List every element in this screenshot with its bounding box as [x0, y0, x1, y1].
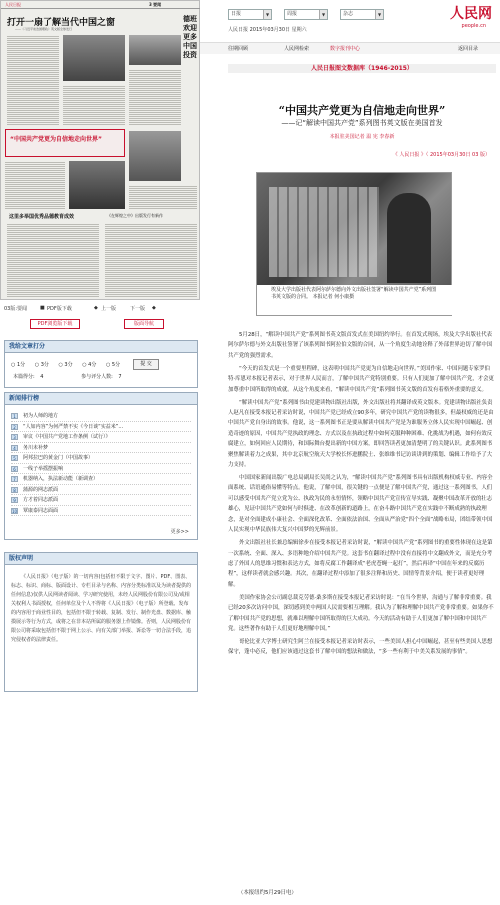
rating-option-3[interactable]: ○ 3分 [58, 362, 73, 368]
paper-highlighted-article[interactable] [5, 129, 125, 157]
paper-text-column [5, 161, 65, 209]
issue-date: 人民日报 2015年03月30日 星期六 [228, 27, 307, 33]
list-item[interactable]: 6 一线子举摇摆振响 [11, 464, 191, 475]
copyright-title: 版权声明 [5, 553, 197, 565]
paper-text-column [129, 185, 197, 209]
news-ranking-box [4, 392, 198, 540]
paper-text-column [129, 69, 181, 125]
list-item[interactable]: 2 “人如内容”为何严禁不实《今日谈“实益米”... [11, 422, 191, 433]
person-graphic [387, 193, 431, 283]
logo-url: people.cn [461, 23, 486, 29]
select-weekly[interactable]: 周报 ▼ [284, 9, 328, 20]
count-value: 7 [118, 374, 122, 380]
article-paragraph: 哥伦比亚大学博士研究生阿兰在接受本报记者采访时表示，一些美国人担心中国崛起，甚至有些美国人思想保守，蓬中必反，他们应该通过这套书了解中国的想法和做法，“多一些有利于中美关系发展的事情”。 [228, 638, 493, 656]
list-item[interactable]: 3 审议《中国共产党地工作条例（试行）》 [11, 432, 191, 443]
chevron-down-icon: ▼ [319, 10, 327, 19]
paper-photo [129, 131, 181, 181]
copyright-text: 《人民日报》（电子版）的一切内容(包括但不限于文字、图片、PDF、图表、标志、标识、商标、版面设计、专栏目录与名称、内容分类标准以及为读者提供的任何信息)仅供人民网读者阅读、学习研究使用，未经人民网股份有限公司及/或相关权利人书面授权，任何单位及个人不得将《人民日报》（电子版）所登载、发布的内容用于商业性目的，包括但不限于转载、复制、发行、制作光盘、数据库、触摸展示等行为方式，或将之在非本站所属的服务器上作镜像。否则，人民网股份有限公司将采取包括但不限于网上公示、向有关部门举报、诉讼等一切合法手段，追究侵权者的法律责任。 [11, 574, 192, 643]
pdf-view-button[interactable]: PDF浏览版下载 [30, 319, 80, 329]
paper-nav-button[interactable]: 版面导航 [124, 319, 164, 329]
pdf-icon: ■ [40, 305, 45, 311]
list-item[interactable]: 1 初为人师的地方 [11, 411, 191, 422]
nav-back-to-index[interactable]: 返回目录 [458, 46, 479, 52]
article-paragraph: 美国作家协会公司副总裁克劳德·桑多斯在接受本报记者采访时说：“在当今世界，沟通与了解非常重要。我已经20多次访问中国，深切感到美中两国人民需要相互理解。我认为了解和理解中国共产党非常重要。如果你不了解中国共产党的思想，就难以理解中国所取得的巨大成功。今天的活动有助于人们更加了解中国和中国共产党。这些著作有助于人们更好地理解中国。” [228, 594, 494, 632]
photo-caption: 埃及大学出版社代表阿尔萨尔德向外文出版社签署“解读中国共产党”系列图书英文版的合同。 本报记者 何小康摄 [257, 285, 453, 315]
paper-photo [69, 161, 125, 209]
top-nav [200, 42, 500, 54]
article-endnote: （本报纽约5月29日电） [238, 890, 297, 896]
article-paragraph: 5月28日，“解读中国共产党”系列图书英文版首发式在美国纽约举行。在首发式现场，埃及大学出版社代表阿尔萨尔德与外文出版社签署了该系列图书阿拉伯文版的合同，从一个角度生动地诠释了外部世界迫切了解中国共产党的强烈需求。 [228, 332, 493, 359]
pdf-download-link[interactable]: PDF版下载 [47, 306, 72, 312]
paper-header [1, 1, 201, 9]
article-title: “中国共产党更为自信地走向世界” [278, 104, 446, 117]
paper-highlighted-title: “中国共产党更为自信地走向世界” [10, 136, 102, 143]
paper-side-title[interactable]: 德班欢迎更多中国投资 [183, 15, 197, 59]
paper-headline-sub: ——《习近平谈治国理政》英文版全球发行 [15, 27, 73, 31]
article-authors: 本报驻美国记者 温 宪 李春新 [329, 134, 395, 140]
score-label: 本篇得分: [13, 374, 35, 380]
current-page-label: 03版:要闻 [4, 306, 28, 312]
logo-main: 人民网 [450, 6, 492, 22]
article-paragraph: “解读中国共产党”系列图书由党建读物出版社出版，外文出版社将其翻译成英文版本。党建读物出版社负责人赵凡在接受本报记者采访时说，中国共产党已经成立90多年，研究中国共产党的读物很多，但最权威的还是由中国共产党自身出的故事。他说，这一系列图书正是要从解读中国共产党是为谁服务立体人民实现中国崛起、创造奇迹的原因，中国共产党执政的理念、方式以及在执政过程中如何克服种种困难、化挑战为机遇，如何有效反腐建立，如何回应人民期待，和国际舞台提出新的中国方案，即回答读者更加清楚明了的关键认识。此系列图书聚焦解读着力之成果，其中北京航空航天大学校长怀进鹏院士、张维维书记访谈讲到的策划、编辑工作给予了大力支持。 [228, 399, 494, 469]
rating-options [11, 361, 128, 368]
select-magazine[interactable]: 杂志 ▼ [340, 9, 384, 20]
paper-photo [63, 35, 125, 81]
nav-digital-center[interactable]: 数字报刊中心 [330, 46, 361, 52]
rating-submit-button[interactable]: 提 交 [133, 359, 159, 370]
article-paragraph: 外文出版社社长兼总编辑徐步在接受本报记者采访时说，“解读中国共产党”系列图书的重要性体现在这是第一次系统、全面、深入、多语种地介绍中国共产党。这套书在翻译过程中没有直接将中文翻成外文，而是充分考虑了外国人的思维习惯和表达方式，如将反腐工作翻译成“老虎苍蝇一起打”，然后再译“中国在年来的反腐历程”，这样读者就会感兴趣。其次，在翻译过程中添加了很多注释和历史、国情等背景介绍，便于读者更好理解。 [228, 540, 493, 588]
rating-option-5[interactable]: ○ 5分 [105, 362, 121, 368]
paper-text-column [105, 223, 197, 297]
article-paragraph: “今天的首发式是一个重要里程碑，这表明中国共产党更为自信地走向世界。”美国作家、中国问题专家罗伯特·库恩对本报记者表示，对于世界人民而言，了解中国共产党特别重要。只有人们更加了解中国共产党，才会更加尊重中国所取得的成就。从这个角度来看，“解读中国共产党”系列图书英文版的首发有着格外重要的意义。 [228, 365, 494, 393]
score-value: 4 [40, 374, 44, 380]
more-link[interactable]: 更多>> [170, 529, 189, 535]
article-body [228, 330, 494, 660]
rating-box [4, 340, 198, 388]
news-ranking-title: 新闻排行榜 [5, 393, 197, 405]
article-paragraph: 中国国家新闻出版广电总局副局长吴尚之认为，“解读中国共产党”系列图书具有出版机构权威专业、内容全面系统、话语通俗易懂等特点。他说，了解中国，很关键的一点便是了解中国共产党，通过这一系列图书，人们可以感受中国共产党立党为公、执政为民的永恒情怀，领略中国共产党宣传宣导实践、凝聚中国改革开放的壮志雄心，见证中国共产党如何与时俱进、在改革创新的道路上，在奋斗路中国共产党在实践中不断成熟的执政理念，是对全面建成小康社会、全面深化改革、全面依法治国、全面从严治党“四个全面”战略布局，团结带领中国人民实现中华民族伟大复兴中国梦的光辉前景。 [228, 475, 493, 534]
rating-option-4[interactable]: ○ 4分 [82, 362, 97, 368]
people-logo[interactable] [430, 3, 492, 33]
nav-archive[interactable]: 往期回顾 [228, 46, 249, 52]
list-item[interactable]: 5 阿邦拉巴的黄金门（中国故事） [11, 453, 191, 464]
page-navigation [4, 303, 200, 313]
count-label: 参与评分人数: [81, 374, 113, 380]
article-source: 《 人民日报 》（ 2015年03月30日 03 版） [392, 152, 490, 158]
news-ranking-list [11, 411, 191, 516]
next-arrow-icon: ◆ [152, 305, 156, 311]
copyright-box [4, 552, 198, 692]
list-item[interactable]: 8 蒲源的网志派面 [11, 485, 191, 496]
rating-stats [13, 373, 122, 380]
paper-text-column [7, 223, 99, 297]
paper-text-column [7, 35, 59, 125]
paper-headline[interactable]: 打开一扇了解当代中国之窗 [7, 18, 116, 28]
list-item[interactable]: 9 方才着同志派面 [11, 495, 191, 506]
nav-search[interactable]: 人民网检索 [284, 46, 310, 52]
rating-title: 我给文章打分 [5, 341, 197, 353]
chevron-down-icon: ▼ [263, 10, 271, 19]
next-page-link[interactable]: 下一版 [130, 306, 146, 312]
article-photo [256, 172, 452, 316]
prev-arrow-icon: ◆ [94, 305, 98, 311]
database-title: 人民日报图文数据库（1946-2015） [311, 65, 413, 72]
paper-page-label: 3 要闻 [149, 2, 162, 7]
select-daily[interactable]: 日报 ▼ [228, 9, 272, 20]
article-subtitle: ——记“解读中国共产党”系列图书英文版在美国首发 [281, 119, 443, 127]
paper-subhead-right[interactable]: 《在辉煌之中》出版发行有新作 [107, 213, 163, 218]
paper-photo [129, 35, 181, 65]
paper-subhead-left[interactable]: 这里多举国优秀品德教育成效 [9, 214, 75, 220]
list-item[interactable]: 7 机器纳入，执法新动能（新调查） [11, 474, 191, 485]
view-buttons [0, 318, 200, 332]
prev-page-link[interactable]: 上一版 [101, 306, 117, 312]
newspaper-page-preview[interactable] [0, 0, 200, 300]
rating-option-2[interactable]: ○ 3分 [34, 362, 49, 368]
chevron-down-icon: ▼ [375, 10, 383, 19]
paper-text-column [63, 85, 125, 125]
rating-option-1[interactable]: ○ 1分 [11, 362, 26, 368]
list-item[interactable]: 10 覃康泰同志面面 [11, 506, 191, 517]
paper-masthead: 人民日报 [5, 2, 21, 7]
bookshelf-graphic [269, 187, 379, 277]
list-item[interactable]: 4 务川未补梦 [11, 443, 191, 454]
